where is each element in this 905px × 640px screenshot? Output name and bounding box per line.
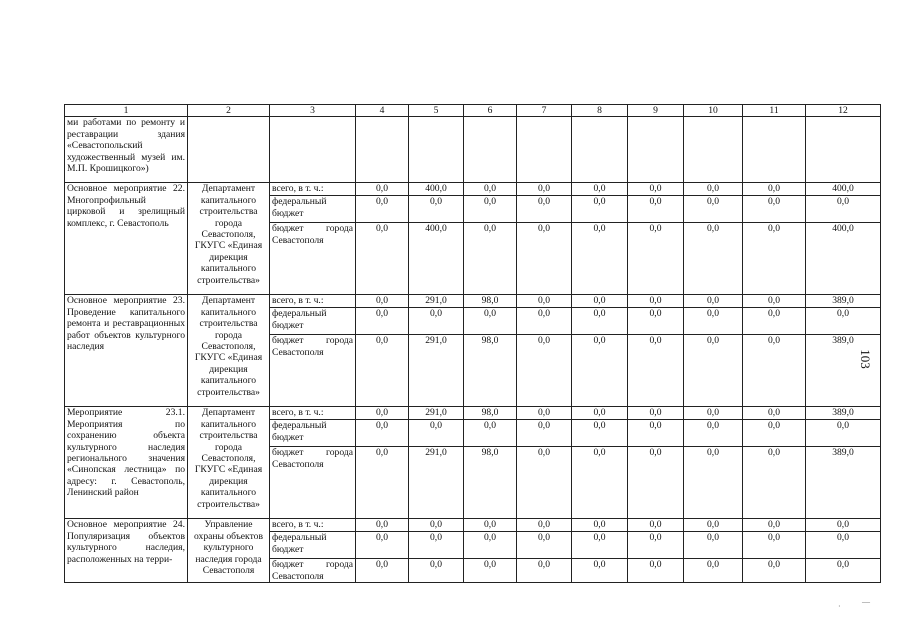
value-cell: 0,0 <box>572 519 628 532</box>
budget-table <box>64 104 881 583</box>
value-cell: 0,0 <box>409 532 464 559</box>
value-cell: 0,0 <box>517 223 572 295</box>
value-cell: 0,0 <box>464 519 517 532</box>
table-row <box>65 183 881 196</box>
value-cell: 0,0 <box>517 407 572 420</box>
value-cell: 0,0 <box>806 196 881 223</box>
value-cell: 291,0 <box>409 447 464 519</box>
value-cell: 0,0 <box>356 223 409 295</box>
value-cell: 0,0 <box>743 420 806 447</box>
empty-cell <box>806 117 881 183</box>
continuation-cell: ми работами по ремонту и реставрации здания «Севастопольский художественный музей им. М.П. Крошицкого») <box>65 117 188 183</box>
table-row <box>65 295 881 308</box>
funding-source: всего, в т. ч.: <box>270 183 356 196</box>
value-cell: 0,0 <box>743 295 806 308</box>
value-cell: 0,0 <box>684 335 743 407</box>
value-cell: 0,0 <box>572 532 628 559</box>
value-cell: 0,0 <box>806 420 881 447</box>
value-cell: 0,0 <box>572 420 628 447</box>
continuation-row <box>65 117 881 183</box>
value-cell: 0,0 <box>517 196 572 223</box>
empty-cell <box>628 117 684 183</box>
empty-cell <box>188 117 270 183</box>
value-cell: 98,0 <box>464 447 517 519</box>
value-cell: 0,0 <box>684 407 743 420</box>
value-cell: 0,0 <box>628 519 684 532</box>
value-cell: 0,0 <box>684 295 743 308</box>
column-header: 3 <box>270 105 356 117</box>
value-cell: 0,0 <box>684 223 743 295</box>
value-cell: 0,0 <box>743 519 806 532</box>
value-cell: 0,0 <box>356 295 409 308</box>
empty-cell <box>270 117 356 183</box>
column-header: 4 <box>356 105 409 117</box>
value-cell: 400,0 <box>409 223 464 295</box>
value-cell: 389,0 <box>806 447 881 519</box>
value-cell: 0,0 <box>743 559 806 583</box>
column-header: 6 <box>464 105 517 117</box>
measure-name: Мероприятие 23.1. Мероприятия по сохранению объекта культурного наследия регионального значения «Синопская лестница» по адресу: г. Севастополь, Ленинский район <box>65 407 188 519</box>
executor: Управление охраны объектов культурного наследия города Севастополя <box>188 519 270 583</box>
value-cell: 0,0 <box>517 335 572 407</box>
executor: Департамент капитального строительства города Севастополя, ГКУГС «Единая дирекция капитального строительства» <box>188 295 270 407</box>
value-cell: 0,0 <box>743 308 806 335</box>
value-cell: 0,0 <box>517 559 572 583</box>
funding-source: федеральный бюджет <box>270 308 356 335</box>
value-cell: 0,0 <box>628 407 684 420</box>
funding-source: всего, в т. ч.: <box>270 295 356 308</box>
value-cell: 0,0 <box>628 183 684 196</box>
value-cell: 0,0 <box>743 447 806 519</box>
value-cell: 0,0 <box>572 335 628 407</box>
value-cell: 0,0 <box>464 559 517 583</box>
value-cell: 0,0 <box>628 308 684 335</box>
value-cell: 0,0 <box>464 532 517 559</box>
value-cell: 0,0 <box>464 308 517 335</box>
value-cell: 0,0 <box>628 196 684 223</box>
empty-cell <box>743 117 806 183</box>
value-cell: 0,0 <box>356 559 409 583</box>
funding-source: федеральный бюджет <box>270 532 356 559</box>
value-cell: 0,0 <box>517 447 572 519</box>
column-header: 12 <box>806 105 881 117</box>
value-cell: 0,0 <box>517 519 572 532</box>
value-cell: 0,0 <box>628 335 684 407</box>
value-cell: 0,0 <box>572 183 628 196</box>
value-cell: 0,0 <box>464 223 517 295</box>
value-cell: 0,0 <box>806 559 881 583</box>
column-header: 11 <box>743 105 806 117</box>
column-header: 8 <box>572 105 628 117</box>
funding-source: бюджет города Севастополя <box>270 223 356 295</box>
value-cell: 0,0 <box>628 559 684 583</box>
column-header: 10 <box>684 105 743 117</box>
funding-source: бюджет города Севастополя <box>270 447 356 519</box>
value-cell: 0,0 <box>464 183 517 196</box>
value-cell: 0,0 <box>572 295 628 308</box>
executor: Департамент капитального строительства города Севастополя, ГКУГС «Единая дирекция капитального строительства» <box>188 407 270 519</box>
value-cell: 0,0 <box>806 308 881 335</box>
value-cell: 0,0 <box>743 532 806 559</box>
value-cell: 0,0 <box>684 196 743 223</box>
measure-name: Основное мероприятие 22. Многопрофильный цирковой и зрелищный комплекс, г. Севастополь <box>65 183 188 295</box>
funding-source: федеральный бюджет <box>270 196 356 223</box>
value-cell: 291,0 <box>409 295 464 308</box>
header-row <box>65 105 881 117</box>
value-cell: 0,0 <box>409 420 464 447</box>
value-cell: 0,0 <box>743 223 806 295</box>
value-cell: 0,0 <box>684 447 743 519</box>
value-cell: 0,0 <box>356 420 409 447</box>
value-cell: 400,0 <box>806 183 881 196</box>
executor: Департамент капитального строительства города Севастополя, ГКУГС «Единая дирекция капитального строительства» <box>188 183 270 295</box>
value-cell: 0,0 <box>409 559 464 583</box>
measure-name: Основное мероприятие 23. Проведение капитального ремонта и реставрационных работ объектов культурного наследия <box>65 295 188 407</box>
value-cell: 291,0 <box>409 335 464 407</box>
value-cell: 0,0 <box>517 308 572 335</box>
column-header: 9 <box>628 105 684 117</box>
table-body <box>65 105 881 583</box>
value-cell: 0,0 <box>517 532 572 559</box>
value-cell: 0,0 <box>806 532 881 559</box>
value-cell: 0,0 <box>684 532 743 559</box>
value-cell: 0,0 <box>464 196 517 223</box>
funding-source: бюджет города Севастополя <box>270 559 356 583</box>
measure-name: Основное мероприятие 24. Популяризация объектов культурного наследия, расположенных на терри- <box>65 519 188 583</box>
value-cell: 389,0 <box>806 407 881 420</box>
value-cell: 0,0 <box>743 183 806 196</box>
value-cell: 0,0 <box>628 532 684 559</box>
value-cell: 98,0 <box>464 407 517 420</box>
value-cell: 0,0 <box>409 519 464 532</box>
value-cell: 0,0 <box>628 295 684 308</box>
empty-cell <box>409 117 464 183</box>
value-cell: 0,0 <box>356 335 409 407</box>
empty-cell <box>684 117 743 183</box>
value-cell: 0,0 <box>628 447 684 519</box>
value-cell: 0,0 <box>464 420 517 447</box>
value-cell: 0,0 <box>409 196 464 223</box>
value-cell: 0,0 <box>517 420 572 447</box>
value-cell: 0,0 <box>572 559 628 583</box>
value-cell: 0,0 <box>356 407 409 420</box>
value-cell: 0,0 <box>356 308 409 335</box>
column-header: 2 <box>188 105 270 117</box>
scan-mark: · <box>838 602 841 611</box>
value-cell: 0,0 <box>684 308 743 335</box>
value-cell: 0,0 <box>572 407 628 420</box>
value-cell: 0,0 <box>743 335 806 407</box>
value-cell: 0,0 <box>517 183 572 196</box>
value-cell: 0,0 <box>684 559 743 583</box>
funding-source: федеральный бюджет <box>270 420 356 447</box>
page-number: 103 <box>858 349 873 369</box>
value-cell: 0,0 <box>628 420 684 447</box>
empty-cell <box>572 117 628 183</box>
value-cell: 0,0 <box>517 295 572 308</box>
value-cell: 0,0 <box>356 532 409 559</box>
value-cell: 0,0 <box>356 519 409 532</box>
value-cell: 0,0 <box>572 196 628 223</box>
value-cell: 0,0 <box>409 308 464 335</box>
empty-cell <box>356 117 409 183</box>
value-cell: 400,0 <box>409 183 464 196</box>
value-cell: 389,0 <box>806 335 881 407</box>
value-cell: 0,0 <box>572 447 628 519</box>
scan-mark: — <box>862 597 870 606</box>
value-cell: 98,0 <box>464 295 517 308</box>
table-row <box>65 519 881 532</box>
value-cell: 0,0 <box>572 223 628 295</box>
value-cell: 0,0 <box>356 196 409 223</box>
funding-source: всего, в т. ч.: <box>270 519 356 532</box>
value-cell: 0,0 <box>628 223 684 295</box>
value-cell: 0,0 <box>356 447 409 519</box>
value-cell: 0,0 <box>684 519 743 532</box>
value-cell: 400,0 <box>806 223 881 295</box>
value-cell: 291,0 <box>409 407 464 420</box>
value-cell: 0,0 <box>684 420 743 447</box>
funding-source: всего, в т. ч.: <box>270 407 356 420</box>
value-cell: 0,0 <box>684 183 743 196</box>
value-cell: 0,0 <box>806 519 881 532</box>
value-cell: 389,0 <box>806 295 881 308</box>
column-header: 7 <box>517 105 572 117</box>
empty-cell <box>464 117 517 183</box>
empty-cell <box>517 117 572 183</box>
value-cell: 0,0 <box>356 183 409 196</box>
value-cell: 0,0 <box>743 196 806 223</box>
table-row <box>65 407 881 420</box>
funding-source: бюджет города Севастополя <box>270 335 356 407</box>
column-header: 1 <box>65 105 188 117</box>
value-cell: 0,0 <box>572 308 628 335</box>
column-header: 5 <box>409 105 464 117</box>
value-cell: 98,0 <box>464 335 517 407</box>
value-cell: 0,0 <box>743 407 806 420</box>
